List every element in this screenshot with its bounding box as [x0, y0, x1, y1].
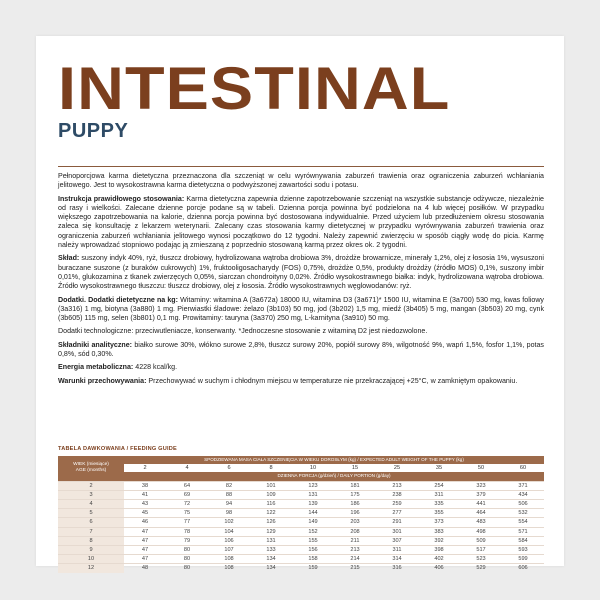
- additives-label: Dodatki. Dodatki dietetyczne na kg:: [58, 295, 178, 304]
- portion-cell: 606: [502, 564, 544, 573]
- portion-cell: 196: [334, 509, 376, 518]
- additives-paragraph: [58, 296, 544, 324]
- portion-cell: 152: [292, 527, 334, 536]
- age-header-pl: WIEK (miesiące): [73, 462, 109, 468]
- age-cell: 5: [58, 509, 124, 518]
- header-divider: [58, 166, 544, 167]
- portion-cell: 101: [250, 481, 292, 490]
- portion-cell: 80: [166, 546, 208, 555]
- portion-cell: 122: [250, 509, 292, 518]
- composition-paragraph: [58, 254, 544, 291]
- storage-text: Przechowywać w suchym i chłodnym miejscu w temperaturze nie przekraczającej +25°C, w zamkniętym opakowaniu.: [148, 376, 518, 385]
- instructions-label: Instrukcja prawidłowego stosowania:: [58, 194, 185, 203]
- portion-cell: 311: [418, 490, 460, 499]
- portion-cell: 259: [376, 500, 418, 509]
- portion-cell: 104: [208, 527, 250, 536]
- intro-paragraph: Pełnoporcjowa karma dietetyczna przeznaczona dla szczeniąt w celu wyrównywania zaburzeń trawienia oraz ograniczenia zaburzeń wchłaniania jelitowego. Jest to wysokostrawna karma dietetyczna o podwyższonej zawartości sodu i potasu.: [58, 172, 544, 190]
- portion-cell: 554: [502, 518, 544, 527]
- portion-cell: 108: [208, 555, 250, 564]
- technological-paragraph: Dodatki technologiczne: przeciwutleniacze, konserwanty. *Jednoczesne stosowanie z witaminą D2 jest niedozwolone.: [58, 327, 428, 336]
- portion-cell: 149: [292, 518, 334, 527]
- portion-cell: 77: [166, 518, 208, 527]
- portion-cell: 109: [250, 490, 292, 499]
- portion-cell: 506: [502, 500, 544, 509]
- portion-cell: 398: [418, 546, 460, 555]
- portion-cell: 314: [376, 555, 418, 564]
- product-label-card: [36, 36, 564, 572]
- portion-cell: 134: [250, 555, 292, 564]
- portion-cell: 107: [208, 546, 250, 555]
- portion-cell: 208: [334, 527, 376, 536]
- portion-cell: 355: [418, 509, 460, 518]
- portion-cell: 373: [418, 518, 460, 527]
- portion-cell: 175: [334, 490, 376, 499]
- feeding-guide-table: [58, 456, 544, 573]
- feeding-table-body: [58, 481, 544, 573]
- age-cell: 9: [58, 546, 124, 555]
- instructions-paragraph: [58, 195, 544, 251]
- portion-cell: 529: [460, 564, 502, 573]
- weight-column-header: 4: [166, 464, 208, 472]
- portion-cell: 213: [376, 481, 418, 490]
- portion-cell: 47: [124, 546, 166, 555]
- portion-cell: 158: [292, 555, 334, 564]
- weight-header: SPODZIEWANA MASA CIAŁA SZCZENIĘCIA W WIEKU DOROSŁYM (kg) / EXPECTED ADULT WEIGHT OF THE PUPPY (kg): [124, 456, 544, 464]
- energy-label: Energia metaboliczna:: [58, 363, 134, 372]
- portion-cell: 80: [166, 564, 208, 573]
- portion-cell: 301: [376, 527, 418, 536]
- table-row: [58, 536, 544, 545]
- table-row: [58, 490, 544, 499]
- portion-cell: 98: [208, 509, 250, 518]
- portion-cell: 181: [334, 481, 376, 490]
- product-title: INTESTINAL: [58, 55, 451, 122]
- portion-cell: 392: [418, 536, 460, 545]
- portion-cell: 215: [334, 564, 376, 573]
- portion-cell: 47: [124, 536, 166, 545]
- portion-cell: 155: [292, 536, 334, 545]
- weight-column-header: 15: [334, 464, 376, 472]
- age-header-en: AGE (months): [75, 468, 107, 474]
- portion-cell: 335: [418, 500, 460, 509]
- portion-cell: 48: [124, 564, 166, 573]
- portion-cell: 316: [376, 564, 418, 573]
- portion-cell: 483: [460, 518, 502, 527]
- portion-cell: 311: [376, 546, 418, 555]
- weight-column-header: 10: [292, 464, 334, 472]
- age-cell: 3: [58, 490, 124, 499]
- energy-paragraph: [58, 363, 544, 372]
- portion-cell: 371: [502, 481, 544, 490]
- storage-paragraph: [58, 377, 544, 386]
- age-cell: 6: [58, 518, 124, 527]
- portion-cell: 593: [502, 546, 544, 555]
- portion-cell: 94: [208, 500, 250, 509]
- table-row: [58, 546, 544, 555]
- analytical-label: Składniki analityczne:: [58, 340, 133, 349]
- weight-column-header: 8: [250, 464, 292, 472]
- table-row: [58, 509, 544, 518]
- age-cell: 2: [58, 481, 124, 490]
- table-row: [58, 518, 544, 527]
- portion-cell: 69: [166, 490, 208, 499]
- weight-header-row: [58, 464, 544, 472]
- portion-cell: 383: [418, 527, 460, 536]
- portion-cell: 64: [166, 481, 208, 490]
- portion-cell: 203: [334, 518, 376, 527]
- portion-cell: 41: [124, 490, 166, 499]
- portion-cell: 254: [418, 481, 460, 490]
- portion-cell: 323: [460, 481, 502, 490]
- portion-cell: 78: [166, 527, 208, 536]
- table-row: [58, 564, 544, 573]
- portion-cell: 156: [292, 546, 334, 555]
- age-cell: 7: [58, 527, 124, 536]
- portion-cell: 291: [376, 518, 418, 527]
- weight-column-header: 35: [418, 464, 460, 472]
- weight-column-header: 6: [208, 464, 250, 472]
- portion-header: DZIENNA PORCJA (g/dzień) / DAILY PORTION (g/day): [124, 472, 544, 481]
- portion-cell: 80: [166, 555, 208, 564]
- portion-cell: 108: [208, 564, 250, 573]
- product-subtitle: PUPPY: [58, 120, 129, 142]
- portion-cell: 123: [292, 481, 334, 490]
- portion-cell: 211: [334, 536, 376, 545]
- portion-cell: 214: [334, 555, 376, 564]
- weight-column-header: 50: [460, 464, 502, 472]
- portion-cell: 38: [124, 481, 166, 490]
- storage-label: Warunki przechowywania:: [58, 376, 147, 385]
- portion-cell: 106: [208, 536, 250, 545]
- portion-cell: 131: [250, 536, 292, 545]
- portion-cell: 379: [460, 490, 502, 499]
- portion-cell: 402: [418, 555, 460, 564]
- portion-cell: 116: [250, 500, 292, 509]
- portion-cell: 441: [460, 500, 502, 509]
- table-row: [58, 555, 544, 564]
- label-text-body: [58, 172, 544, 390]
- weight-column-header: 60: [502, 464, 544, 472]
- portion-cell: 498: [460, 527, 502, 536]
- analytical-text: białko surowe 30%, włókno surowe 2,8%, tłuszcz surowy 20%, popiół surowy 8%, wilgotność 9%, wapń 1,5%, fosfor 1,1%, potas 0,8%, sód 0,30%.: [58, 340, 544, 359]
- portion-cell: 88: [208, 490, 250, 499]
- portion-cell: 131: [292, 490, 334, 499]
- age-cell: 10: [58, 555, 124, 564]
- portion-cell: 523: [460, 555, 502, 564]
- energy-text: 4228 kcal/kg.: [135, 363, 178, 372]
- portion-cell: 47: [124, 555, 166, 564]
- portion-cell: 46: [124, 518, 166, 527]
- table-row: [58, 481, 544, 490]
- portion-cell: 75: [166, 509, 208, 518]
- instructions-text: Karma dietetyczna zapewnia dzienne zapotrzebowanie szczeniąt na wszystkie substancje odżywcze, niezależnie od rasy i wielkości. Zalecane dzienne porcje podane są w tabeli. Dzienna porcja powinna być podzielona na 4 lub więcej posiłków. W przypadku większego zapotrzebowania na kalorie, dzienna porcja powinna być dostosowana indywidualnie. Przed użyciem lub przedłużeniem okresu stosowania zaleca się konsultację z lekarzem weterynarii. Zalecany czas stosowania karmy dietetycznej w przypadku wyrównywania zaburzeń trawienia oraz ograniczenia zaburzeń wchłaniania jelitowego wynosi początkowo do 12 tygodni. Należy zapewnić zwierzęciu w sposób ciągły wodę do picia. Karmę należy wprowadzać stopniowo podając ją zmieszaną z poprzednio stosowaną karmą przez okres ok. 2 tygodni.: [58, 194, 544, 250]
- age-header: [58, 456, 124, 481]
- portion-cell: 82: [208, 481, 250, 490]
- portion-cell: 584: [502, 536, 544, 545]
- analytical-paragraph: [58, 341, 544, 360]
- portion-cell: 129: [250, 527, 292, 536]
- portion-cell: 238: [376, 490, 418, 499]
- portion-cell: 277: [376, 509, 418, 518]
- portion-cell: 144: [292, 509, 334, 518]
- weight-column-header: 2: [124, 464, 166, 472]
- portion-cell: 599: [502, 555, 544, 564]
- portion-cell: 159: [292, 564, 334, 573]
- portion-cell: 72: [166, 500, 208, 509]
- portion-cell: 571: [502, 527, 544, 536]
- portion-cell: 43: [124, 500, 166, 509]
- age-cell: 4: [58, 500, 124, 509]
- table-row: [58, 500, 544, 509]
- table-row: [58, 527, 544, 536]
- portion-cell: 139: [292, 500, 334, 509]
- portion-cell: 517: [460, 546, 502, 555]
- portion-cell: 79: [166, 536, 208, 545]
- age-cell: 8: [58, 536, 124, 545]
- portion-cell: 213: [334, 546, 376, 555]
- age-cell: 12: [58, 564, 124, 573]
- portion-cell: 532: [502, 509, 544, 518]
- composition-text: suszony indyk 40%, ryż, tłuszcz drobiowy, hydrolizowana wątroba drobiowa 3%, drożdże browarnicze, minerały 1,2%, olej z łososia 1%, wysuszoni buraczane suszone (z buraków cukrowych) 1%, fruktooligosacharydy (FOS) 0,75%, drożdże 0,5%, produkty drożdży (źródło MOS) 0,1%, suszony imbir 0,01%, glukozamina z tkanek zwierzęcych 0,05%, siarczan chondroityny 0,02%. Źródło wysokostrawnego białka: indyk, hydrolizowana wątroba drobiowa. Źródło wysokostrawnego tłuszczu: tłuszcz drobiowy, olej z łososia. Źródło wysokostrawnych węglowodanów: ryż.: [58, 254, 544, 291]
- portion-cell: 464: [460, 509, 502, 518]
- portion-cell: 186: [334, 500, 376, 509]
- portion-cell: 102: [208, 518, 250, 527]
- additives-text: Witaminy: witamina A (3a672a) 18000 IU, witamina D3 (3a671)* 1500 IU, witamina E (3a700) 530 mg, kwas foliowy (3a316) 1 mg, biotyna (3a880) 1 mg. Pierwiastki śladowe: żelazo (3b103) 50 mg, jod (3b202) 1,5 mg, miedź (3b405) 5 mg, mangan (3b503) 20 mg, cynk (3b605) 115 mg, selen (3b801) 0,1 mg. Prowitaminy: tauryna (3a370) 250 mg, L-karnityna (3a910) 50 mg.: [58, 295, 544, 323]
- weight-column-header: 25: [376, 464, 418, 472]
- portion-cell: 47: [124, 527, 166, 536]
- portion-cell: 434: [502, 490, 544, 499]
- portion-cell: 133: [250, 546, 292, 555]
- portion-cell: 406: [418, 564, 460, 573]
- portion-cell: 134: [250, 564, 292, 573]
- portion-cell: 126: [250, 518, 292, 527]
- portion-cell: 307: [376, 536, 418, 545]
- portion-cell: 509: [460, 536, 502, 545]
- composition-label: Skład:: [58, 254, 80, 263]
- portion-cell: 45: [124, 509, 166, 518]
- feeding-table-caption: TABELA DAWKOWANIA / FEEDING GUIDE: [58, 446, 177, 452]
